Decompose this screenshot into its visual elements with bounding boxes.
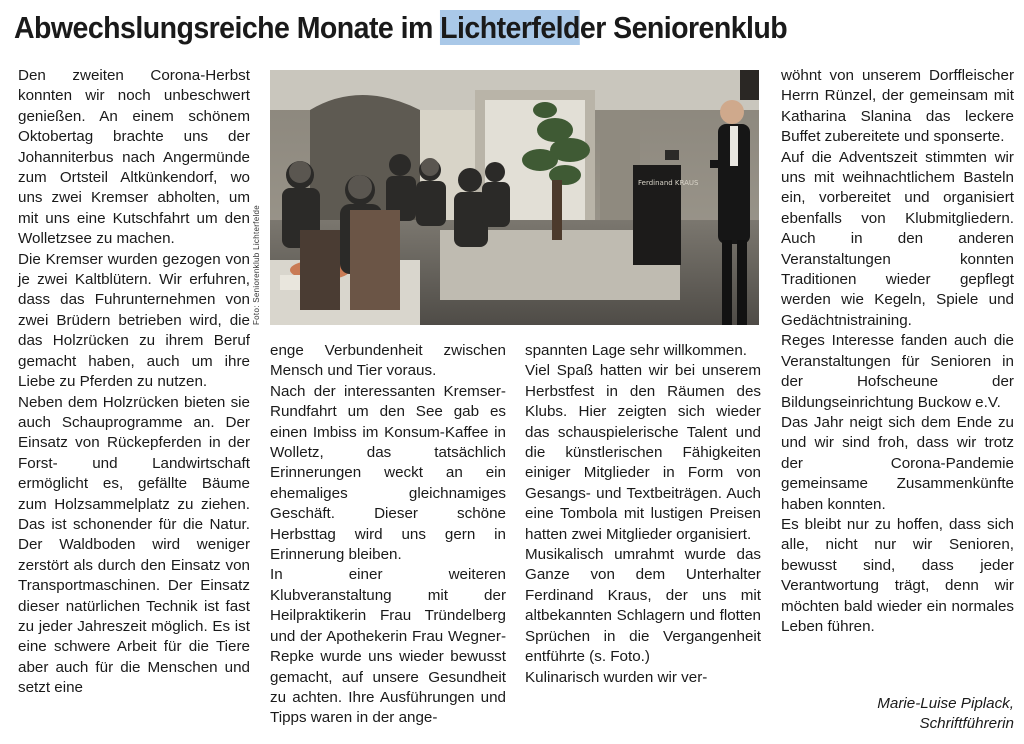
- headline-part-1: Abwechslungsreiche Monate im: [14, 10, 441, 45]
- paragraph: Neben dem Holzrücken bieten sie auch Schauprogramme an. Der Einsatz von Rückepferden in der Forst- und Landwirtschaft ermöglicht es, gefällte Bäume zum Holzsammelplatz zu ziehen. Das ist schonender für die Natur. Der Waldboden wird weniger zerstört als durch den Einsatz von Transportmaschinen. Der Einsatz dieser natürlichen Technik ist fast zu jeder Jahreszeit möglich. Es ist eine schwere Arbeit für die Tiere aber auch für die Menschen und setzt eine: [18, 393, 250, 697]
- headline: [14, 10, 934, 56]
- paragraph: Auf die Adventszeit stimmten wir uns mit weihnachtlichem Basteln ein, vorbereitet und organisiert ebenfalls von Klubmitgliedern. Auch in den anderen Veranstaltungen konnten Traditionen wieder gepflegt werden wie Kegeln, Spiele und Gedächtnistraining.: [781, 148, 1014, 329]
- author-signature: [877, 694, 1014, 735]
- headline-highlight: Lichterfeld: [440, 10, 580, 45]
- article-column-1: [18, 66, 250, 699]
- article-column-3: [525, 341, 761, 688]
- paragraph: Nach der interessanten Kremser-Rundfahrt um den See gab es einen Imbiss im Konsum-Kaffee in Wolletz, das tatsächlich Erinnerungen weckt an ein ehemaliges gleichnamiges Geschäft. Dieser schöne Herbsttag wird uns gern in Erinnerung bleiben.: [270, 382, 506, 564]
- event-photo: [270, 70, 759, 325]
- paragraph: Viel Spaß hatten wir bei unserem Herbstfest in den Räumen des Klubs. Hier zeigten sich wieder das schauspielerische Talent und die künstlerischen Fähigkeiten einiger Mitglieder in Form von Gesangs- und Textbeiträgen. Auch eine Tombola mit lustigen Preisen hatten zwei Mitglieder organisiert.: [525, 362, 761, 543]
- paragraph: In einer weiteren Klubveranstaltung mit der Heilpraktikerin Frau Tründelberg und der Apothekerin Frau Wegner-Repke wurde uns wieder bewusst gemacht, auf unsere Gesundheit zu achten. Ihre Ausführungen und Tipps waren in der ange-: [270, 566, 506, 727]
- paragraph: Den zweiten Corona-Herbst konnten wir noch unbeschwert genießen. An einem schönem Oktobertag brachte uns der Johanniterbus nach Angermünde zum Ortsteil Altkünkendorf, wo uns zwei Kremser abholten, um mit uns eine Kutschfahrt um den Wolletzsee zu machen.: [18, 67, 250, 248]
- paragraph: Das Jahr neigt sich dem Ende zu und wir sind froh, dass wir trotz der Corona-Pandemie gemeinsame Zusammenkünfte haben konnten.: [781, 413, 1014, 513]
- paragraph: Die Kremser wurden gezogen von je zwei Kaltblütern. Wir erfuhren, dass das Fuhrunternehmen von zwei Brüdern betrieben wird, die das Holzrücken zu ihrem Beruf gemacht haben, auch um ihre Liebe zu Pferden zu nutzen.: [18, 250, 250, 391]
- author-name: Marie-Luise Piplack,: [877, 695, 1014, 712]
- paragraph: enge Verbundenheit zwischen Mensch und Tier voraus.: [270, 342, 506, 380]
- article-column-2: [270, 341, 506, 729]
- paragraph: Es bleibt nur zu hoffen, dass sich alle, nicht nur wir Senioren, bewusst sind, dass jeder Verantwortung trägt, denn wir möchten bald wieder ein normales Leben führen.: [781, 515, 1014, 635]
- paragraph: wöhnt von unserem Dorffleischer Herrn Rünzel, der gemeinsam mit Katharina Slanina das leckere Buffet zubereitete und sponserte.: [781, 67, 1014, 146]
- paragraph: Kulinarisch wurden wir ver-: [525, 668, 708, 686]
- paragraph: spannten Lage sehr willkommen.: [525, 342, 748, 359]
- paragraph: Musikalisch umrahmt wurde das Ganze von dem Unterhalter Ferdinand Kraus, der uns mit altbekannten Schlagern und flotten Sprüchen in die Vergangenheit entführte (s. Foto.): [525, 546, 761, 666]
- author-role: Schriftführerin: [919, 715, 1014, 733]
- banner-text: Ferdinand KRAUS: [638, 179, 699, 187]
- paragraph: Reges Interesse fanden auch die Veranstaltungen für Senioren in der Hofscheune der Bildungseinrichtung Buckow e.V.: [781, 332, 1014, 411]
- event-photo-illustration: [270, 70, 759, 325]
- article-column-4: [781, 66, 1014, 637]
- photo-credit: Foto: Seniorenklub Lichterfelde: [252, 204, 261, 325]
- headline-part-2: er Seniorenklub: [579, 10, 788, 45]
